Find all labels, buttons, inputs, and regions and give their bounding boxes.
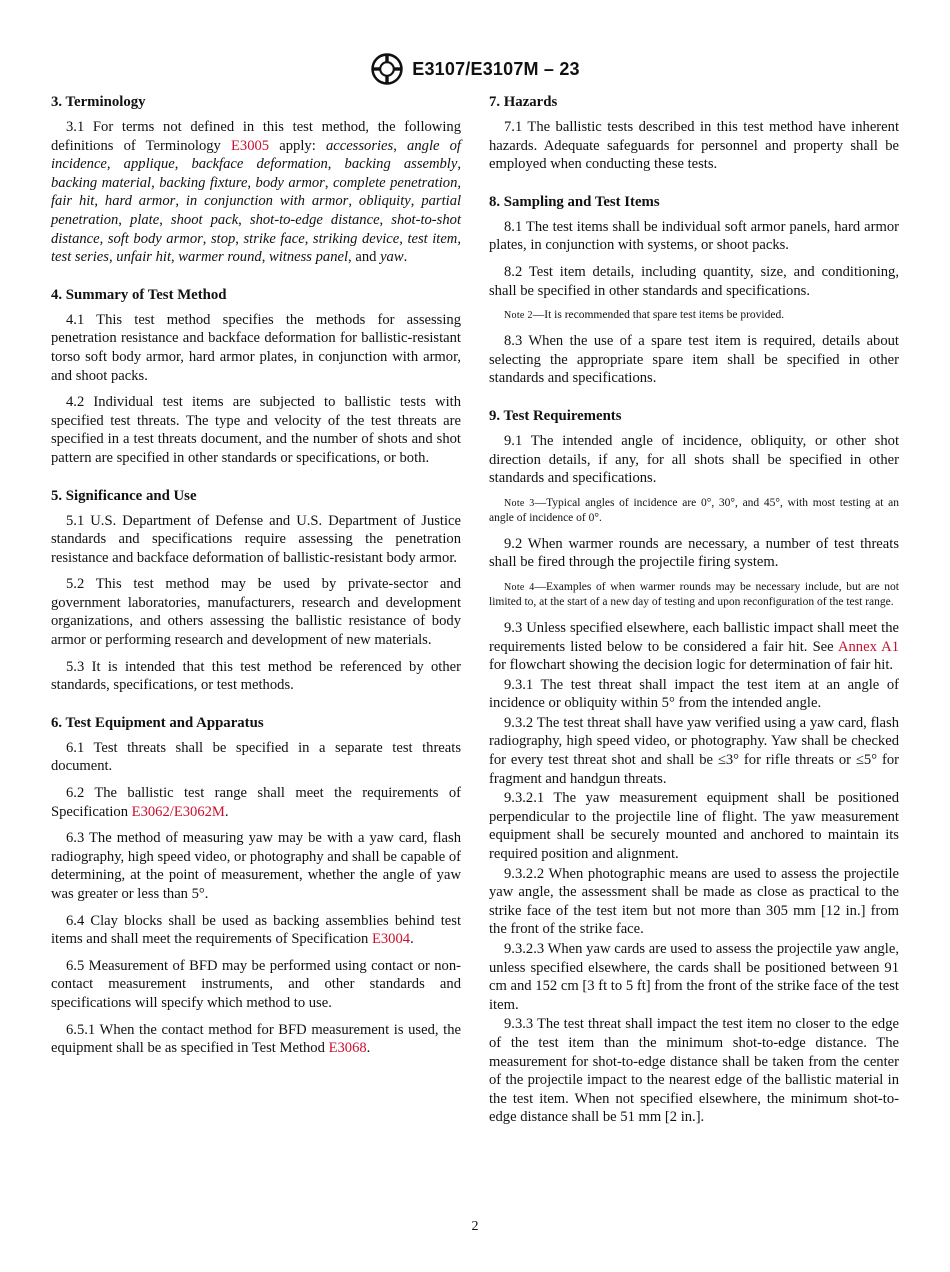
- paragraph-6-4: 6.4 Clay blocks shall be used as backing assemblies behind test items and shall meet the requirements of Specification E3004.: [51, 912, 461, 948]
- paragraph-9-3-2-2: 9.3.2.2 When photographic means are used to assess the projectile yaw angle, the assessment shall be made as close as practical to the strike face of the test item but not more than 305 mm [12 in.] from the front of the strike face.: [489, 865, 899, 938]
- link-e3005[interactable]: E3005: [231, 137, 270, 154]
- link-annex-a1[interactable]: Annex A1: [837, 638, 899, 655]
- paragraph-4-2: 4.2 Individual test items are subjected to ballistic tests with specified test threats. The type and velocity of the test threats are specified in a test threats document, and the number of shots and shot pattern are specified in other standards or specifications, or both.: [51, 394, 461, 466]
- note-2: Note 2—It is recommended that spare test items be provided.: [504, 309, 785, 322]
- paragraph-9-3: 9.3 Unless specified elsewhere, each ballistic impact shall meet the requirements listed below to be considered a fair hit. See Annex A1 for flowchart showing the decision logic for determination of fair hit.: [489, 619, 899, 674]
- defined-term: unfair hit: [116, 249, 171, 266]
- defined-term: shoot pack: [170, 211, 239, 228]
- paragraph-5-1: 5.1 U.S. Department of Defense and U.S. Department of Justice standards and specifications require assessing the penetration resistance and backface deformation of ballistic-resistant body armor.: [51, 512, 461, 566]
- paragraph-7-1: 7.1 The ballistic tests described in this test method have inherent hazards. Adequate safeguards for personnel and property shall be employed when conducting these tests.: [489, 119, 899, 173]
- left-column: [51, 92, 461, 1066]
- defined-term: partial penetration: [51, 193, 462, 228]
- link-e3004[interactable]: E3004: [371, 931, 411, 948]
- paragraph-9-2: 9.2 When warmer rounds are necessary, a number of test threats shall be fired through the projectile firing system.: [489, 535, 899, 571]
- paragraph-9-3-2-3: 9.3.2.3 When yaw cards are used to assess the projectile yaw angle, unless specified elsewhere, the cards shall be positioned between 91 cm and 152 cm [3 ft to 5 ft] from the front of the strike face of the test item.: [489, 941, 899, 1013]
- paragraph-8-1: 8.1 The test items shall be individual soft armor panels, hard armor plates, in conjunction with systems, or shoot packs.: [489, 218, 899, 254]
- page-number: 2: [471, 1219, 479, 1234]
- defined-term: complete penetration: [332, 174, 458, 191]
- section-7-title: 7. Hazards: [489, 94, 558, 110]
- defined-term: yaw: [380, 249, 404, 266]
- defined-term: witness panel: [268, 249, 349, 266]
- right-column: [489, 92, 899, 1128]
- defined-term: striking device: [312, 230, 400, 247]
- defined-term: hard armor: [104, 193, 176, 210]
- section-5-title: 5. Significance and Use: [51, 487, 197, 504]
- document-designation: E3107/E3107M – 23: [412, 58, 580, 79]
- section-9-title: 9. Test Requirements: [489, 407, 622, 424]
- defined-term: strike face: [243, 230, 305, 247]
- paragraph-5-3: 5.3 It is intended that this test method be referenced by other standards, specifications, or test methods.: [51, 658, 461, 694]
- paragraph-9-3-3: 9.3.3 The test threat shall impact the test item no closer to the edge of the test item than the minimum shot-to-edge distance. The measurement for shot-to-edge distance shall be taken from the center of the projectile impact to the nearest edge of the ballistic material in the test item. When not specified elsewhere, the minimum shot-to-edge distance shall be 51 mm [2 in.].: [489, 1016, 899, 1126]
- page-header: [0, 52, 950, 86]
- paragraph-9-3-2-1: 9.3.2.1 The yaw measurement equipment shall be positioned perpendicular to the projectile line of flight. The yaw measurement equipment shall be securely mounted and anchored to maintain its required position and alignment.: [489, 790, 899, 863]
- section-3-title: 3. Terminology: [51, 94, 146, 110]
- note-3: Note 3—Typical angles of incidence are 0°, 30°, and 45°, with most testing at an angle of incidence of 0°.: [489, 496, 899, 524]
- paragraph-5-2: 5.2 This test method may be used by private-sector and government laboratories, manufacturers, research and development organizations, and others assessing the ballistic resistance of body armor or performing research and development of new materials.: [51, 576, 461, 649]
- defined-term: shot-to-edge distance: [249, 211, 380, 228]
- paragraph-9-3-1: 9.3.1 The test threat shall impact the test item at an angle of incidence or obliquity within 5° from the intended angle.: [489, 676, 899, 712]
- paragraph-6-1: 6.1 Test threats shall be specified in a separate test threats document.: [51, 739, 461, 775]
- defined-term: angle of incidence: [51, 137, 461, 173]
- defined-term: accessories: [325, 137, 394, 154]
- defined-term: fair hit: [51, 193, 95, 210]
- paragraph-9-3-2: 9.3.2 The test threat shall have yaw verified using a yaw card, flash radiography, high speed video, or photography. Yaw shall be checked for every test threat shot and shall be ≤3° for rifle threats or ≤5° for fragment and handgun threats.: [489, 714, 899, 787]
- note-4: Note 4—Examples of when warmer rounds may be necessary include, but are not limited to, at the start of a new day of testing and upon reconfiguration of the test range.: [489, 580, 899, 608]
- defined-term: obliquity: [358, 193, 411, 210]
- defined-term: backing assembly: [344, 156, 458, 173]
- defined-term: in conjunction with armor: [185, 193, 349, 210]
- astm-logo-icon: [370, 52, 404, 86]
- defined-term: stop: [210, 230, 236, 247]
- defined-term: backing material: [51, 174, 152, 191]
- defined-term: applique: [123, 156, 175, 173]
- paragraph-6-5: 6.5 Measurement of BFD may be performed using contact or non-contact measurement instruments, and other standards and specifications will specify which method to use.: [51, 957, 461, 1011]
- defined-term: warmer round: [178, 249, 262, 266]
- paragraph-8-3: 8.3 When the use of a spare test item is required, details about selecting the appropriate spare item shall be specified in other standards and specifications.: [489, 333, 899, 387]
- section-6-title: 6. Test Equipment and Apparatus: [51, 714, 264, 731]
- paragraph-8-2: 8.2 Test item details, including quantity, size, and conditioning, shall be specified in other standards and specifications.: [489, 263, 899, 299]
- defined-term: backface deformation: [191, 156, 328, 173]
- defined-term: plate: [130, 211, 160, 228]
- defined-term: test series: [51, 249, 109, 266]
- defined-term: body armor: [255, 174, 325, 191]
- defined-term: shot-to-shot distance: [51, 211, 461, 247]
- link-e3068[interactable]: E3068: [328, 1040, 367, 1057]
- section-4-title: 4. Summary of Test Method: [51, 286, 227, 303]
- paragraph-4-1: 4.1 This test method specifies the methods for assessing penetration resistance and backface deformation for ballistic-resistant torso soft body armor, hard armor plates, in conjunction with armor, and shoot packs.: [51, 311, 461, 384]
- section-8-title: 8. Sampling and Test Items: [489, 193, 660, 210]
- paragraph-6-2: 6.2 The ballistic test range shall meet the requirements of Specification E3062/E3062M.: [51, 785, 461, 820]
- defined-term: soft body armor: [107, 230, 203, 247]
- paragraph-3-1: 3.1 For terms not defined in this test method, the following definitions of Terminology E3005 apply: accessories, angle of incidence, applique, backface deformation, backing assembly, backing material, backing fixture, body armor, complete penetration, fair hit, hard armor, in conjunction with armor, obliquity, partial penetration, plate, shoot pack, shot-to-edge distance, shot-to-shot distance, soft body armor, stop, strike face, striking device, test item, test series, unfair hit, warmer round, witness panel, and yaw.: [51, 119, 462, 266]
- defined-term: backing fixture: [159, 174, 248, 191]
- paragraph-6-3: 6.3 The method of measuring yaw may be with a yaw card, flash radiography, high speed video, or photography and shall be capable of determining, at the point of measurement, whether the angle of yaw was greater or less than 5°.: [51, 830, 461, 902]
- link-e3062[interactable]: E3062/E3062M: [131, 803, 225, 820]
- defined-term: test item: [407, 230, 458, 247]
- paragraph-6-5-1: 6.5.1 When the contact method for BFD measurement is used, the equipment shall be as specified in Test Method E3068.: [51, 1021, 461, 1057]
- paragraph-9-1: 9.1 The intended angle of incidence, obliquity, or other shot direction details, if any, for all shots shall be specified in other standards and specifications.: [489, 432, 899, 487]
